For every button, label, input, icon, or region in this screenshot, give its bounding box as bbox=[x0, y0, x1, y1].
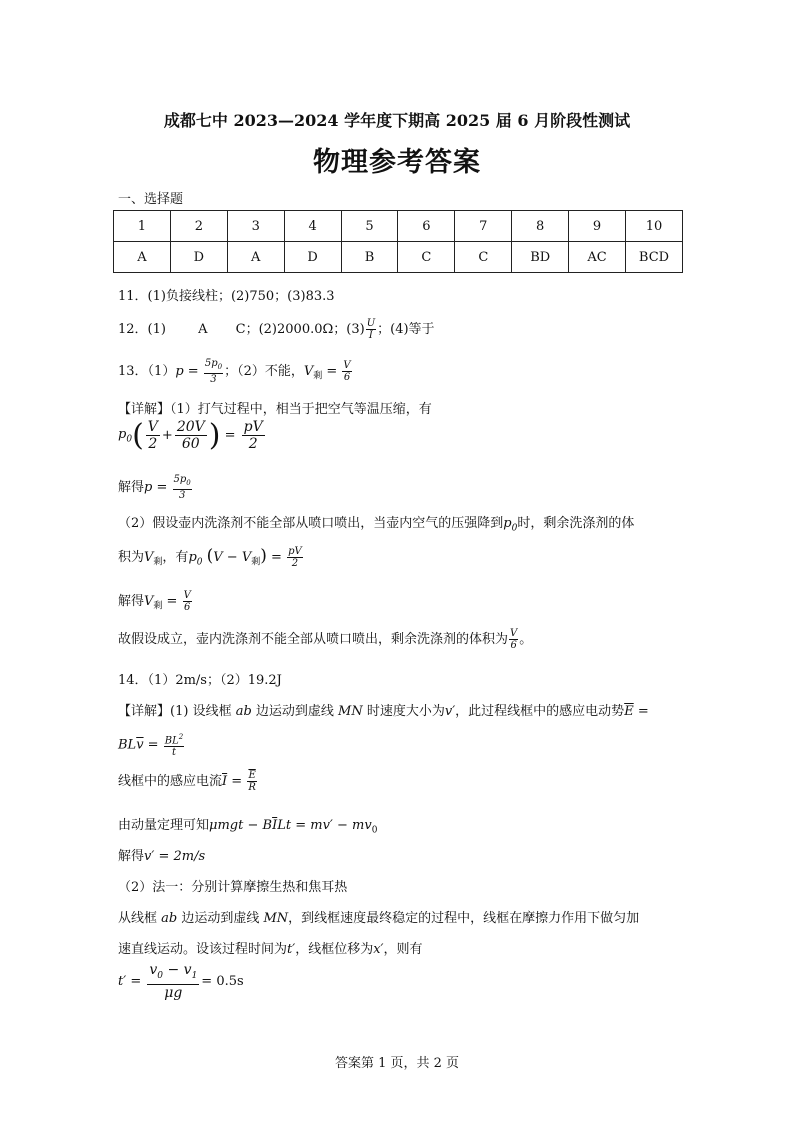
q14-momentum-line: 由动量定理可知$\mu mgt - B\overline{I}Lt = mv' - mv_0$ bbox=[118, 818, 378, 836]
answer-q13: 13．（1）p = $\frac{5p_0}{3}$ ；（2）不能，$V_剩$ = $\frac{V}{6}$ bbox=[118, 358, 351, 385]
question-number: 7 bbox=[455, 211, 512, 242]
question-number: 8 bbox=[512, 211, 569, 242]
q13-part2-line1: （2）假设壶内洗涤剂不能全部从喷口喷出，当壶内空气的压强降到$p_0$时，剩余洗涤剂的体 bbox=[118, 516, 635, 534]
q14-current-line: 线框中的感应电流$\overline{I}$ = $\frac{\overline{E}}{R}$ bbox=[118, 770, 256, 793]
answer-cell: BD bbox=[512, 242, 569, 273]
q14-solve-line: 解得v′ = 2m/s bbox=[118, 849, 206, 864]
question-number: 6 bbox=[398, 211, 455, 242]
q13-solve-2: 解得$V_剩$ = $\frac{V}{6}$ bbox=[118, 590, 191, 613]
q13-part2-line2: 积为$V_剩$，有$p_0$ $(V - V_剩)$ = $\frac{pV}{2}$ bbox=[118, 546, 302, 569]
question-number: 9 bbox=[569, 211, 626, 242]
q13-detail-line: 【详解】（1）打气过程中，相当于把空气等温压缩，有 bbox=[118, 402, 432, 417]
answer-table bbox=[113, 210, 683, 273]
page-subtitle: 物理参考答案 bbox=[313, 147, 481, 178]
answer-cell: D bbox=[284, 242, 341, 273]
q13-equation-1: $p_0$( $\frac{V}{2}$ + $\frac{20V}{60}$ ) = $\frac{pV}{2}$ bbox=[118, 418, 263, 453]
q13-solve-1: 解得p = $\frac{5p_0}{3}$ bbox=[118, 474, 191, 501]
page-title: 成都七中 2023—2024 学年度下期高 2025 届 6 月阶段性测试 bbox=[163, 111, 631, 130]
answer-q14: 14．（1）2m/s；（2）19.2J bbox=[118, 673, 282, 688]
question-number: 10 bbox=[626, 211, 683, 242]
q14-time-equation: t′ = $\frac{v_0 - v_1}{\mu g}$ = 0.5s bbox=[118, 962, 244, 1001]
question-number: 1 bbox=[114, 211, 171, 242]
answer-cell: C bbox=[455, 242, 512, 273]
answer-q11: 11．(1)负接线柱；(2)750；(3)83.3 bbox=[118, 289, 335, 304]
answer-cell: C bbox=[398, 242, 455, 273]
table-row bbox=[114, 242, 683, 273]
answer-cell: AC bbox=[569, 242, 626, 273]
q13-conclusion: 故假设成立，壶内洗涤剂不能全部从喷口喷出，剩余洗涤剂的体积为 $\frac{V}{6}$ 。 bbox=[118, 628, 533, 651]
answer-cell: A bbox=[227, 242, 284, 273]
answer-cell: B bbox=[341, 242, 398, 273]
answer-cell: BCD bbox=[626, 242, 683, 273]
answer-q12: 12．(1) A C；(2)2000.0Ω；(3) $\frac{U}{I}$ ；(4)等于 bbox=[118, 318, 435, 341]
question-number: 4 bbox=[284, 211, 341, 242]
answer-cell: D bbox=[170, 242, 227, 273]
q14-part2-heading: （2）法一：分别计算摩擦生热和焦耳热 bbox=[118, 880, 348, 895]
q14-detail-line1: 【详解】(1) 设线框 ab 边运动到虚线 MN 时速度大小为v′，此过程线框中的感应电动势$\overline{E}$ = bbox=[118, 704, 649, 719]
question-number: 3 bbox=[227, 211, 284, 242]
section-label: 一、选择题 bbox=[118, 192, 184, 207]
q14-part2-line2: 速直线运动。设该过程时间为t′，线框位移为x′，则有 bbox=[118, 942, 423, 957]
answer-cell: A bbox=[114, 242, 171, 273]
page-footer: 答案第 1 页，共 2 页 bbox=[334, 1056, 460, 1071]
question-number: 2 bbox=[170, 211, 227, 242]
table-row bbox=[114, 211, 683, 242]
q14-part2-line1: 从线框 ab 边运动到虚线 MN，到线框速度最终稳定的过程中，线框在摩擦力作用下做匀加 bbox=[118, 911, 640, 926]
question-number: 5 bbox=[341, 211, 398, 242]
q14-emf-equation: $BL\overline{v}$ = $\frac{BL^2}{t}$ bbox=[118, 733, 184, 759]
